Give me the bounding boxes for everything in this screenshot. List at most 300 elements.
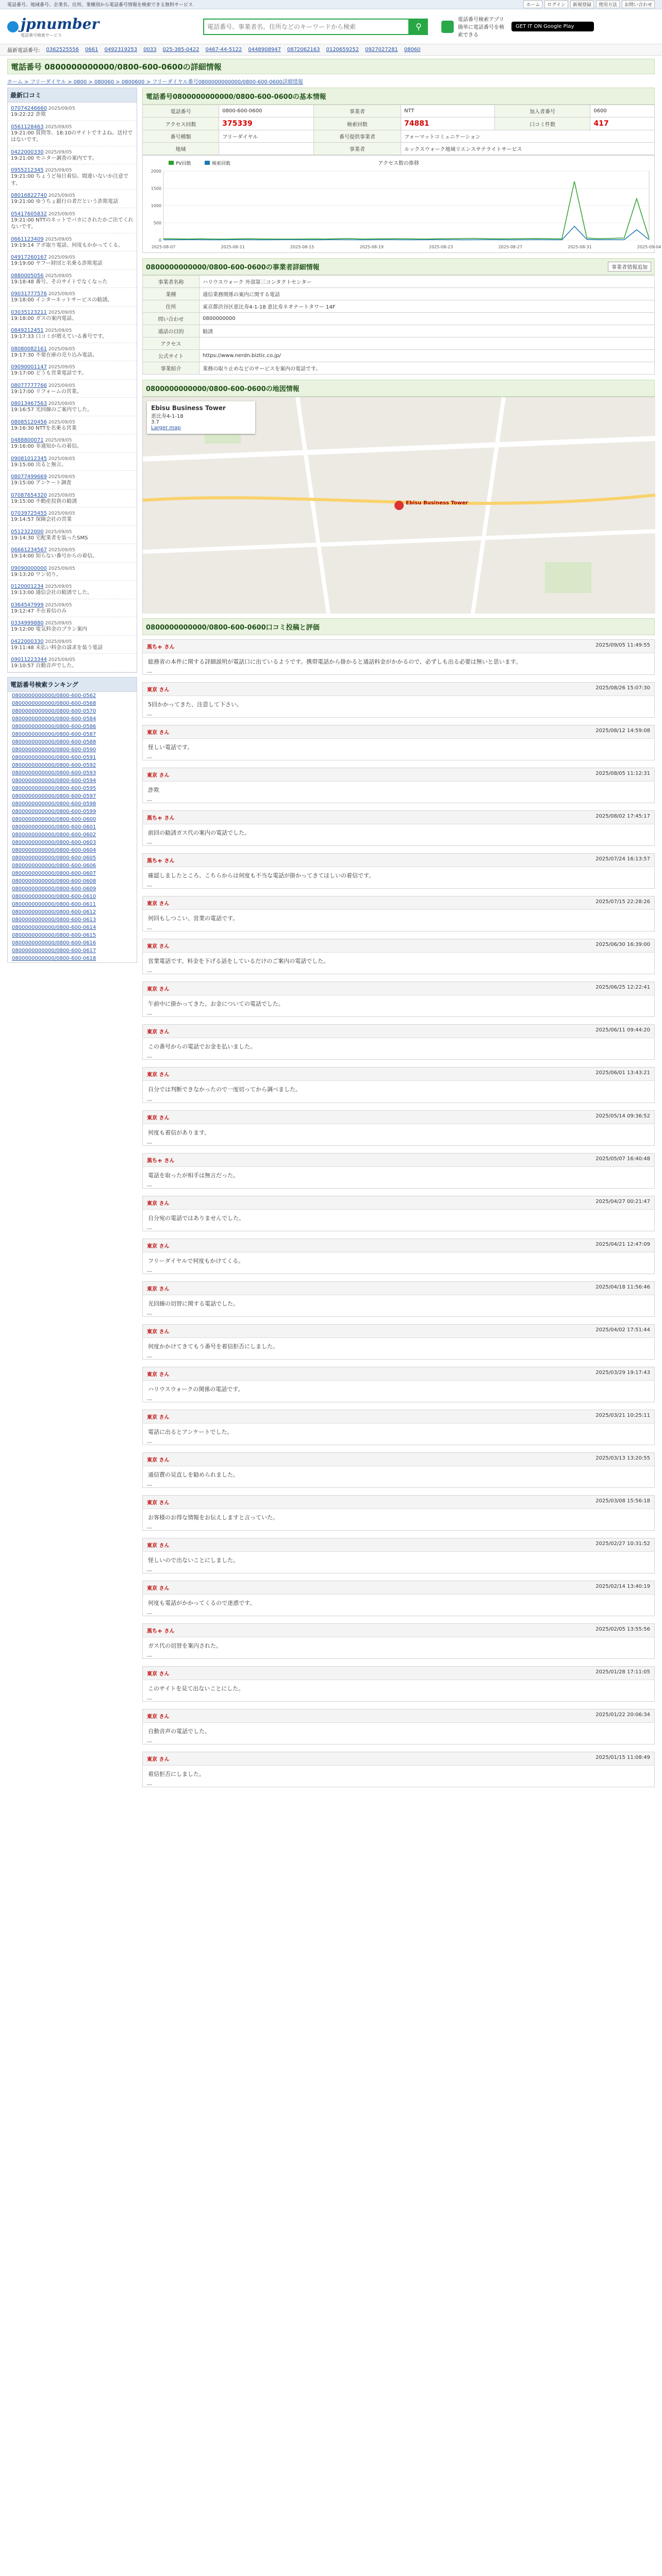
ranking-link[interactable]: 0800000000000/0800-600-0616 (12, 940, 96, 946)
ranking-item (8, 870, 137, 877)
latest-number[interactable]: 0492319253 (104, 47, 138, 53)
review-date: 2025/04/18 11:56:46 (595, 1284, 650, 1290)
ranking-link[interactable]: 0800000000000/0800-600-0570 (12, 708, 96, 714)
review-author: 東京 さん (147, 1500, 170, 1506)
recent-review-item (8, 398, 137, 416)
ranking-link[interactable]: 0800000000000/0800-600-0599 (12, 808, 96, 815)
latest-number[interactable]: 0362525556 (46, 47, 79, 53)
review-body: 電話を取ったが相手は無言だった。 (148, 1172, 239, 1179)
latest-number[interactable]: 025-385-0422 (162, 47, 200, 53)
recent-review-item (8, 164, 137, 190)
ranking-link[interactable]: 0800000000000/0800-600-0598 (12, 801, 96, 807)
review-author: 東京 さん (147, 1586, 170, 1592)
ranking-link[interactable]: 0800000000000/0800-600-0614 (12, 924, 96, 930)
review-author: 黒ちゃ さん (147, 816, 175, 822)
review-author: 東京 さん (147, 1029, 170, 1036)
recent-review-number[interactable]: 08013467563 (11, 401, 47, 406)
ranking-item (8, 792, 137, 800)
recent-review-text: 19:22:22 詐欺 (11, 112, 46, 117)
app-promo-text: 電話番号検索アプリ 簡単に電話番号を検索できる (458, 17, 504, 38)
latest-number[interactable]: 0661 (85, 47, 98, 53)
review-body: 営業電話です。料金を下げる話をしているだけのご案内の電話でした。 (148, 958, 329, 965)
recent-review-text: 19:18:00 インターネットサービスの勧誘。 (11, 297, 113, 303)
chart-y-tick: 0 (158, 238, 161, 243)
recent-review-date: 2025/09/05 (47, 346, 75, 352)
logo-subtitle: 電話番号検索サービス (21, 32, 62, 38)
recent-review-date: 2025/09/05 (47, 292, 75, 297)
review-footer (143, 1055, 654, 1059)
review-rating-bar (147, 886, 152, 887)
review-header (143, 1367, 654, 1381)
review-body: 光回線の切替に関する電話でした。 (148, 1300, 239, 1307)
recent-review-number[interactable]: 08077777766 (11, 382, 47, 388)
recent-review-text: 19:15:00 アンケート調査 (11, 480, 72, 486)
access-count: 375339 (219, 117, 314, 130)
review-date: 2025/01/28 17:11:05 (595, 1669, 650, 1675)
cell: フリーダイヤル (219, 130, 314, 143)
recent-review-number[interactable]: 08085120456 (11, 419, 47, 425)
ranking-link[interactable]: 0800000000000/0800-600-0610 (12, 893, 96, 900)
recent-review-item (8, 121, 137, 146)
ranking-link[interactable]: 0800000000000/0800-600-0613 (12, 917, 96, 923)
chart-x-tick: 2025-08-07 (151, 245, 176, 249)
chart-title: アクセス数の推移 (378, 161, 419, 166)
review-header (143, 1111, 654, 1124)
recent-review-number[interactable]: 0364547999 (11, 602, 44, 608)
latest-number[interactable]: 08060 (404, 47, 421, 53)
review-footer (143, 1398, 654, 1402)
latest-number[interactable]: 0033 (143, 47, 157, 53)
cell: 番号種類 (143, 130, 219, 143)
ranking-link[interactable]: 0800000000000/0800-600-0618 (12, 955, 96, 961)
ranking-link[interactable]: 0800000000000/0800-600-0586 (12, 723, 96, 730)
chart-y-tick: 2000 (151, 169, 161, 174)
review-date: 2025/08/26 15:07:30 (595, 685, 650, 691)
latest-number[interactable]: 0872062163 (287, 47, 320, 53)
recent-review-number[interactable]: 04917260167 (11, 255, 47, 260)
recent-review-number[interactable]: 09081012345 (11, 455, 47, 462)
chart-y-tick: 1500 (151, 186, 161, 191)
ranking-link[interactable]: 0800000000000/0800-600-0587 (12, 731, 96, 737)
top-link-usage[interactable]: 使用方法 (596, 1, 620, 8)
review-date: 2025/02/05 13:55:56 (595, 1626, 650, 1633)
recent-review-item (8, 288, 137, 307)
recent-review-number[interactable]: 0955212345 (11, 167, 44, 173)
ranking-link[interactable]: 0800000000000/0800-600-0597 (12, 793, 96, 799)
recent-review-date: 2025/09/05 (47, 474, 75, 480)
recent-review-date: 2025/09/05 (43, 273, 72, 279)
recent-review-item (8, 471, 137, 489)
review-footer (143, 970, 654, 974)
google-play-badge[interactable]: GET IT ON Google Play (511, 22, 594, 31)
review-body: 何度も電話がかかってくるので迷惑です。 (148, 1600, 256, 1607)
ranking-link[interactable]: 0800000000000/0800-600-0607 (12, 870, 96, 876)
ranking-link[interactable]: 0800000000000/0800-600-0602 (12, 832, 96, 838)
recent-review-number[interactable]: 05417605832 (11, 211, 47, 217)
recent-review-number[interactable]: 0880005056 (11, 273, 44, 279)
recent-review-number[interactable]: 08080082161 (11, 346, 47, 352)
recent-review-date: 2025/09/05 (43, 602, 72, 608)
recent-review-number[interactable]: 0512322000 (11, 529, 44, 535)
recent-review-item (8, 526, 137, 545)
recent-review-item (8, 251, 137, 270)
chart-x-tick: 2025-09-04 (637, 245, 661, 249)
map-place-name: Ebisu Business Tower (151, 404, 226, 412)
cell: 事業者 (313, 143, 401, 155)
review-author: 東京 さん (147, 1671, 170, 1677)
review-post (142, 1067, 655, 1103)
chart-x-tick: 2025-08-19 (359, 245, 384, 249)
review-date: 2025/06/11 09:44:20 (595, 1027, 650, 1033)
recent-review-text: 19:13:00 通信会社の勧誘でした。 (11, 590, 93, 596)
search-input[interactable] (203, 19, 409, 35)
review-rating-bar (147, 1485, 152, 1486)
review-rating-bar (147, 1357, 152, 1358)
review-body: この番号からの電話でお金を払いました。 (148, 1043, 256, 1050)
recent-review-date: 2025/09/05 (47, 106, 75, 111)
recent-review-date: 2025/09/05 (43, 168, 72, 173)
ranking-link[interactable]: 0800000000000/0800-600-0604 (12, 847, 96, 853)
recent-review-date: 2025/09/05 (47, 419, 75, 425)
cell: 電話番号 (143, 105, 219, 117)
cell: フォーマットコミュニケーション (401, 130, 654, 143)
review-body: 自動音声の電話でした。 (148, 1728, 210, 1735)
business-value: 通信業務関係の案内に関する電話 (200, 288, 655, 300)
search-count: 74881 (401, 117, 494, 130)
review-author: 東京 さん (147, 901, 170, 907)
ranking-item (8, 746, 137, 754)
ranking-item (8, 707, 137, 715)
recent-review-number[interactable]: 08016822740 (11, 193, 47, 198)
review-header (143, 1410, 654, 1423)
review-date: 2025/01/15 11:08:49 (595, 1755, 650, 1761)
left-sidebar (7, 88, 137, 1794)
recent-review-text: 19:19:14 アポ取り電話、何度もかかってくる。 (11, 242, 124, 248)
review-date: 2025/03/21 10:25:11 (595, 1412, 650, 1418)
ranking-link[interactable]: 0800000000000/0800-600-0617 (12, 947, 96, 954)
recent-review-item (8, 146, 137, 165)
recent-review-number[interactable]: 09011223344 (11, 657, 47, 663)
review-body: お客様のお得な情報をお伝えしますと言っていた。 (148, 1514, 278, 1521)
review-body: 総務省の本件に関する詳細説明が電話口に出ているようです。携帯電話から掛かると通話料金がかかるので、必ずしも出る必要は無いと思います。 (148, 658, 522, 665)
map-pin (394, 501, 404, 510)
ranking-link[interactable]: 0800000000000/0800-600-0611 (12, 901, 96, 907)
recent-review-text: 19:15:00 出ると無言。 (11, 462, 67, 468)
recent-review-item (8, 544, 137, 563)
review-footer (143, 1654, 654, 1658)
review-author: 東京 さん (147, 1757, 170, 1763)
ranking-link[interactable]: 0800000000000/0800-600-0592 (12, 762, 96, 768)
top-link-login[interactable]: ログイン (544, 1, 568, 8)
recent-reviews-list (8, 103, 137, 672)
review-footer (143, 1184, 654, 1188)
ranking-item (8, 800, 137, 808)
review-author: 東京 さん (147, 1371, 170, 1378)
business-row (143, 350, 655, 362)
review-post (142, 682, 655, 718)
recent-review-text: 19:17:33 口コミが増えている番号です。 (11, 334, 108, 340)
recent-review-date: 2025/09/05 (47, 511, 75, 516)
ranking-link[interactable]: 0800000000000/0800-600-0591 (12, 754, 96, 760)
ranking-link[interactable]: 0800000000000/0800-600-0600 (12, 816, 96, 822)
review-header (143, 1709, 654, 1723)
recent-review-number[interactable]: 07087654320 (11, 492, 47, 498)
review-post (142, 1024, 655, 1060)
recent-review-text: 19:14:00 知らない番号からの着信。 (11, 553, 98, 559)
business-label: アクセス (143, 337, 200, 350)
ranking-item (8, 723, 137, 731)
chart-legend-label: 検索回数 (212, 161, 231, 166)
ranking-link[interactable]: 0800000000000/0800-600-0588 (12, 739, 96, 745)
top-bar-text: 電話番号、地域番号、企業名、住所、業種別から電話番号情報を検索できる無料サービス (7, 3, 193, 8)
add-business-button[interactable]: 事業者情報追加 (608, 262, 651, 272)
ranking-link[interactable]: 0800000000000/0800-600-0605 (12, 855, 96, 861)
recent-review-date: 2025/09/05 (43, 149, 72, 155)
review-post (142, 1581, 655, 1616)
search-button[interactable] (409, 19, 428, 35)
recent-review-number[interactable]: 09090001147 (11, 364, 47, 370)
ranking-link[interactable]: 0800000000000/0800-600-0568 (12, 700, 96, 706)
ranking-link[interactable]: 0800000000000/0800-600-0603 (12, 839, 96, 845)
recent-review-text: 19:21:00 モニター調査の案内です。 (11, 155, 97, 161)
ranking-link[interactable]: 0800000000000/0800-600-0590 (12, 747, 96, 753)
review-post (142, 725, 655, 760)
review-date: 2025/02/27 10:31:52 (595, 1540, 650, 1547)
ranking-link[interactable]: 0800000000000/0800-600-0608 (12, 878, 96, 884)
business-label: 事業紹介 (143, 362, 200, 375)
review-post (142, 1538, 655, 1573)
review-body: 前回の勧誘ガス代の案内の電話でした。 (148, 829, 250, 837)
recent-review-date: 2025/09/05 (43, 639, 72, 645)
recent-review-text: 19:12:00 電気料金のプラン案内 (11, 626, 88, 632)
recent-review-date: 2025/09/05 (47, 401, 75, 406)
recent-review-number[interactable]: 0120001234 (11, 584, 44, 589)
review-body: 何度も着信があります。 (148, 1129, 210, 1136)
review-footer (143, 1440, 654, 1445)
ranking-item (8, 715, 137, 723)
top-link-home[interactable]: ホーム (523, 1, 542, 8)
basic-info-section (142, 88, 661, 253)
review-date: 2025/04/27 00:21:47 (595, 1198, 650, 1205)
review-author: 東京 さん (147, 1115, 170, 1121)
review-date: 2025/07/15 22:28:26 (595, 899, 650, 905)
business-row (143, 337, 655, 350)
ranking-item (8, 931, 137, 939)
review-date: 2025/02/14 13:40:19 (595, 1584, 650, 1590)
recent-review-number[interactable]: 0561128463 (11, 124, 44, 130)
recent-review-number[interactable]: 0661123409 (11, 236, 44, 242)
recent-review-item (8, 507, 137, 526)
basic-info-title (142, 88, 655, 105)
recent-review-number[interactable]: 08077499669 (11, 474, 47, 480)
review-post (142, 768, 655, 803)
recent-review-number[interactable]: 07039725455 (11, 511, 47, 516)
ranking-link[interactable]: 0800000000000/0800-600-0606 (12, 862, 96, 869)
review-post (142, 1324, 655, 1360)
recent-review-text: 19:17:00 リフォームの営業。 (11, 388, 82, 395)
ranking-link[interactable]: 0800000000000/0800-600-0615 (12, 932, 96, 938)
recent-review-number[interactable]: 07074246660 (11, 106, 47, 111)
recent-review-text: 19:18:48 番号、そのサイトでなくなった (11, 279, 108, 285)
review-footer (143, 1269, 654, 1274)
review-header (143, 640, 654, 653)
map-larger-link[interactable]: Larger map (151, 425, 181, 431)
chart-x-tick: 2025-08-11 (221, 245, 245, 249)
recent-review-text: 19:16:57 光回線のご案内でした。 (11, 407, 93, 413)
recent-review-date: 2025/09/05 (43, 621, 72, 626)
ranking-link[interactable]: 0800000000000/0800-600-0609 (12, 886, 96, 892)
recent-review-number[interactable]: 03035123211 (11, 309, 47, 315)
map-pin-label: Ebisu Business Tower (406, 500, 468, 506)
recent-reviews-box (7, 88, 137, 673)
search-form (203, 19, 428, 35)
map-view[interactable] (142, 397, 655, 613)
map-title-text: 0800000000000/0800-600-0600の地図情報 (146, 385, 300, 393)
recent-review-item (8, 416, 137, 435)
ranking-item (8, 831, 137, 839)
review-rating-bar (147, 1314, 152, 1315)
cell: 口コミ件数 (494, 117, 590, 130)
recent-review-item (8, 563, 137, 581)
review-date: 2025/09/05 11:49:55 (595, 642, 650, 648)
review-author: 黒ちゃ さん (147, 1629, 175, 1635)
ranking-link[interactable]: 0800000000000/0800-600-0595 (12, 785, 96, 791)
review-rating-bar (147, 1741, 152, 1742)
recent-review-text: 19:16:30 NTTを名乗る営業 (11, 425, 77, 431)
main-content (142, 88, 661, 1794)
review-body: 何回もしつこい、営業の電話です。 (148, 915, 239, 922)
review-header (143, 854, 654, 867)
recent-reviews-title: 最新口コミ (8, 88, 137, 103)
review-post (142, 1281, 655, 1317)
recent-review-text: 19:17:00 どうも営業電話です。 (11, 370, 87, 376)
review-date: 2025/01/22 20:06:34 (595, 1712, 650, 1718)
recent-review-number[interactable]: 0422000330 (11, 149, 44, 155)
recent-review-item (8, 361, 137, 380)
map-rating: 3.7 (151, 419, 159, 425)
review-footer (143, 1483, 654, 1487)
recent-review-item (8, 190, 137, 208)
cell: ルックスウォーク地域リエンスサテライトサービス (401, 143, 654, 155)
review-post (142, 1239, 655, 1274)
review-rating-bar (147, 715, 152, 716)
review-author: 黒ちゃ さん (147, 858, 175, 865)
review-rating-bar (147, 800, 152, 801)
review-rating-bar (147, 1399, 152, 1400)
recent-review-date: 2025/09/05 (43, 438, 72, 443)
ranking-link[interactable]: 0800000000000/0800-600-0594 (12, 777, 96, 784)
cell: 0600 (590, 105, 655, 117)
review-post (142, 639, 655, 675)
business-value: https://www.nerdn.biztic.co.jp/ (200, 350, 655, 362)
recent-review-text: 19:16:00 非通知からの着信。 (11, 444, 82, 449)
logo[interactable] (7, 15, 121, 38)
review-post (142, 1623, 655, 1659)
recent-review-text: 19:13:20 ワン切り。 (11, 571, 62, 578)
review-rating-bar (147, 843, 152, 844)
review-body: 何度かかけてきてもう番号を着信拒否にしました。 (148, 1343, 278, 1350)
ranking-item (8, 808, 137, 816)
business-label: 事業者名称 (143, 276, 200, 288)
ranking-link[interactable]: 0800000000000/0800-600-0601 (12, 824, 96, 830)
chart-x-tick: 2025-08-15 (290, 245, 315, 249)
latest-number[interactable]: 0448908947 (248, 47, 281, 53)
review-body: 詐欺 (148, 787, 159, 794)
latest-number[interactable]: 0927027281 (365, 47, 398, 53)
review-body: 怪しい電話です。 (148, 744, 193, 751)
latest-number[interactable]: 0120659252 (326, 47, 359, 53)
ranking-item (8, 893, 137, 901)
basic-info-table (142, 105, 655, 155)
review-rating-bar (147, 757, 152, 758)
review-body: 通信費の見直しを勧められました。 (148, 1471, 239, 1478)
ranking-link[interactable]: 0800000000000/0800-600-0593 (12, 770, 96, 776)
review-footer (143, 1312, 654, 1316)
recent-review-number[interactable]: 0849212451 (11, 328, 44, 333)
ranking-item (8, 769, 137, 777)
review-rating-bar (147, 1271, 152, 1272)
search-icon: ⚲ (416, 22, 422, 31)
recent-review-number[interactable]: 0422000330 (11, 638, 44, 645)
review-post (142, 1452, 655, 1488)
top-link-contact[interactable]: お問い合わせ (622, 1, 655, 8)
ranking-item (8, 862, 137, 870)
ranking-item (8, 754, 137, 761)
ranking-item (8, 924, 137, 931)
logo-text: jpnumber (21, 15, 100, 32)
access-chart (142, 155, 661, 253)
recent-review-number[interactable]: 09090000000 (11, 565, 47, 571)
review-date: 2025/04/21 12:47:09 (595, 1241, 650, 1247)
review-rating-bar (147, 1100, 152, 1101)
recent-review-date: 2025/09/05 (43, 124, 72, 130)
review-count: 417 (590, 117, 655, 130)
top-link-register[interactable]: 新規登録 (570, 1, 594, 8)
recent-review-item (8, 599, 137, 618)
access-chart-svg (143, 156, 661, 252)
recent-review-number[interactable]: 0488800071 (11, 437, 44, 443)
recent-review-number[interactable]: 09031777576 (11, 291, 47, 297)
business-value: ハリウスウォーク 外部第三コンタクトセンター (200, 276, 655, 288)
ranking-link[interactable]: 0800000000000/0800-600-0562 (12, 692, 96, 699)
recent-review-number[interactable]: 0334999880 (11, 620, 44, 626)
reviews-title-text: 0800000000000/0800-600-0600口コミ投稿と評価 (146, 624, 320, 632)
ranking-item (8, 854, 137, 862)
recent-review-date: 2025/09/05 (43, 328, 72, 333)
recent-review-date: 2025/09/05 (43, 584, 72, 589)
cell: 地域 (143, 143, 219, 155)
recent-review-date: 2025/09/05 (47, 383, 75, 388)
recent-review-text: 19:14:30 宅配業者を装ったSMS (11, 535, 88, 541)
business-value: 業務の取り止めなどのサービスを案内の電話です。 (200, 362, 655, 375)
breadcrumb-link[interactable]: ホーム > フリーダイヤル > 0800 > 080060 > 0800600 > フリーダイヤル番号0800000000000/0800-600-0600詳細情報 (7, 79, 303, 85)
review-header (143, 725, 654, 739)
business-label: 業種 (143, 288, 200, 300)
business-label: 通話の目的 (143, 325, 200, 337)
review-post (142, 896, 655, 931)
cell: アクセス回数 (143, 117, 219, 130)
review-header (143, 1196, 654, 1210)
latest-number[interactable]: 0467-44-5122 (205, 47, 242, 53)
recent-review-number[interactable]: 06661234567 (11, 547, 47, 553)
review-post (142, 1367, 655, 1402)
business-title (142, 258, 655, 275)
ranking-link[interactable]: 0800000000000/0800-600-0584 (12, 716, 96, 722)
ranking-item (8, 761, 137, 769)
ranking-link[interactable]: 0800000000000/0800-600-0612 (12, 909, 96, 915)
review-header (143, 1752, 654, 1766)
review-header (143, 982, 654, 995)
